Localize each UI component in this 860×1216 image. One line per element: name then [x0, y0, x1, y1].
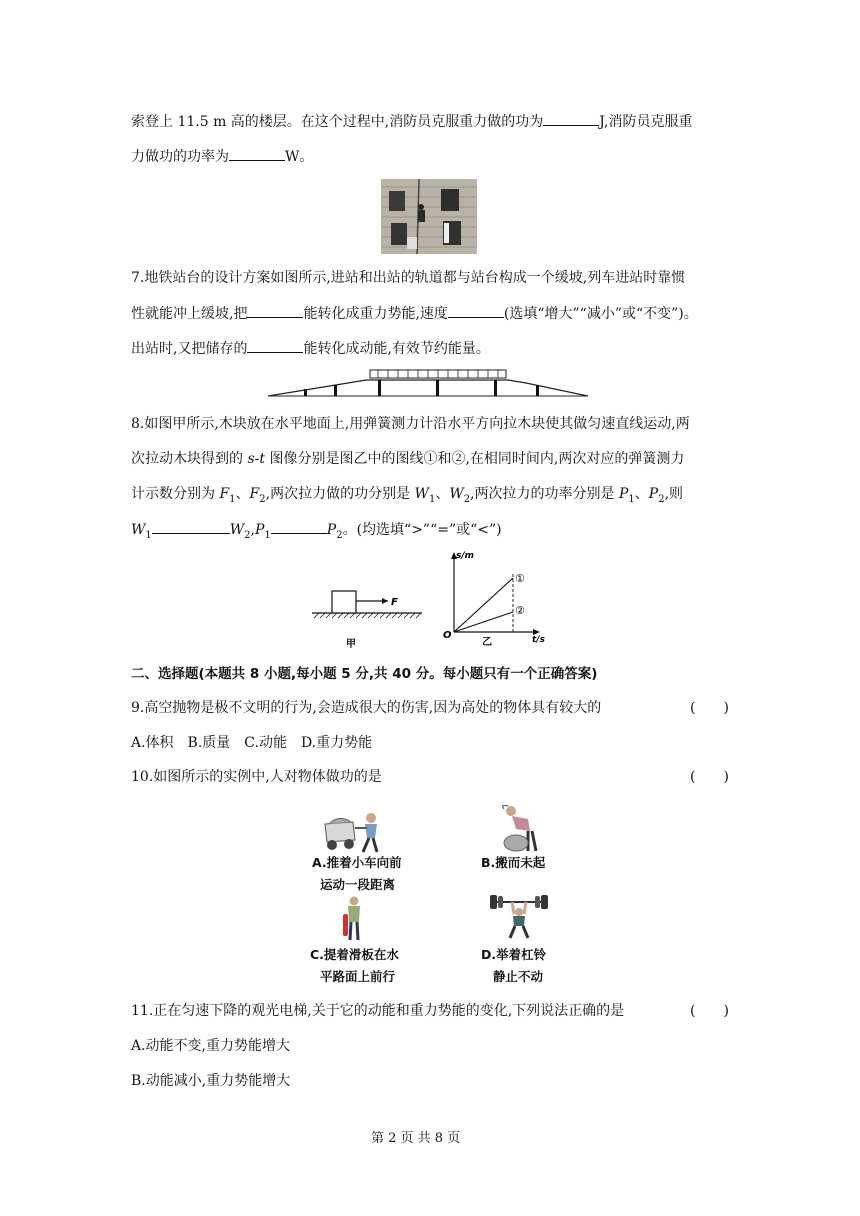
- q8-line2-a: 次拉动木块得到的: [131, 451, 248, 467]
- q8-line3-c: ,两次拉力的功率分别是: [470, 486, 619, 502]
- q8-sep3: 、: [634, 486, 649, 502]
- q6-line2-text-a: 力做功的功率为: [131, 149, 229, 165]
- q9-options: A.体积 B.质量 C.动能 D.重力势能: [131, 735, 373, 751]
- q8-p-symbol: P: [618, 486, 629, 502]
- q11-stem: 11.正在匀速下降的观光电梯,关于它的动能和重力势能的变化,下列说法正确的是: [131, 1003, 625, 1019]
- q7-line2-b: 能转化成重力势能,速度: [303, 306, 448, 322]
- q8-w2-symbol: W: [229, 522, 245, 538]
- q8-line1: 8.如图甲所示,木块放在水平地面上,用弹簧测力计沿水平方向拉木块使其做匀速直线运动,两: [131, 416, 690, 432]
- q9-stem: 9.高空抛物是极不文明的行为,会造成很大的伤害,因为高处的物体具有较大的: [131, 700, 602, 716]
- line-2: [454, 612, 513, 632]
- q8-sep2: 、: [435, 486, 450, 502]
- q8-w1-sub: 1: [145, 529, 152, 541]
- q7-line2-a: 性就能冲上缓坡,把: [131, 306, 248, 322]
- force-label: F: [391, 597, 398, 608]
- y-axis-label: s/m: [456, 551, 475, 561]
- q8-p2-symbol: P: [326, 522, 337, 538]
- q8-comma: ,: [250, 522, 255, 538]
- wooden-block: [332, 591, 356, 613]
- q8-f-sub1: 1: [229, 493, 236, 505]
- q8-line4: [131, 519, 502, 546]
- q8-w-symbol: W: [414, 486, 429, 502]
- caption-a-line1: A.推着小车向前: [312, 855, 402, 870]
- caption-left: 甲: [346, 639, 356, 648]
- caption-c-line1: C.提着滑板在水: [310, 947, 399, 962]
- q7-line3: [131, 338, 490, 359]
- q7-line3-b: 能转化成动能,有效节约能量。: [303, 341, 490, 357]
- q7-line3-a: 出站时,又把储存的: [131, 341, 248, 357]
- q8-w2-sub: 2: [244, 529, 251, 541]
- q8-p-sub1: 1: [628, 493, 635, 505]
- blank-energy-out: [247, 338, 303, 353]
- q8-st-symbol: s-t: [247, 451, 265, 467]
- q8-line3-a: 计示数分别为: [131, 486, 220, 502]
- q6-line1: [131, 111, 693, 132]
- blank-power-compare: [271, 519, 327, 534]
- q9-answer-paren: ( ): [690, 700, 729, 716]
- blank-work-compare: [152, 519, 230, 534]
- q8-line2: [131, 449, 684, 469]
- q10-stem: 10.如图所示的实例中,人对物体做功的是: [131, 769, 382, 785]
- blank-power: [229, 146, 285, 161]
- blank-speed: [448, 303, 504, 318]
- section-2-heading: 二、选择题(本题共 8 小题,每小题 5 分,共 40 分。每小题只有一个正确答案): [131, 666, 598, 682]
- q8-p1-sub: 1: [264, 529, 271, 541]
- image-push-cart: [323, 810, 385, 854]
- q8-w-sub2: 2: [463, 493, 471, 505]
- q8-w-sub1: 1: [428, 493, 436, 505]
- blank-work: [543, 111, 599, 126]
- q8-line2-b: 图像分别是图乙中的图线①和②,在相同时间内,两次对应的弹簧测力: [265, 451, 685, 467]
- caption-d-line1: D.举着杠铃: [481, 947, 547, 962]
- q8-f-sub2: 2: [259, 493, 266, 505]
- q6-line2-text-b: W。: [285, 149, 314, 165]
- q8-line3-b: ,两次拉力做的功分别是: [265, 486, 415, 502]
- origin-label: O: [443, 630, 452, 641]
- q10-answer-paren: ( ): [690, 769, 729, 785]
- q11-option-b: B.动能减小,重力势能增大: [131, 1073, 291, 1089]
- q8-f-symbol-2: F: [249, 486, 260, 502]
- q7-line2-c: (选填“增大”“减小”或“不变”)。: [503, 306, 698, 322]
- blank-energy-in: [247, 303, 303, 318]
- caption-a-line2: 运动一段距离: [320, 877, 396, 892]
- q8-sep1: 、: [235, 486, 250, 502]
- q6-line2: [131, 146, 313, 167]
- q8-f-symbol: F: [219, 486, 230, 502]
- line-2-label: ②: [515, 604, 525, 617]
- figure-8: [310, 548, 560, 648]
- q6-line1-text-a: 索登上 11.5 m 高的楼层。在这个过程中,消防员克服重力做的功为: [131, 114, 544, 130]
- q8-w-symbol-2: W: [449, 486, 464, 502]
- firefighter-building-photo: [381, 179, 477, 254]
- q8-p2-sub: 2: [336, 529, 343, 541]
- q8-p-symbol-2: P: [648, 486, 659, 502]
- page-footer: 第 2 页 共 8 页: [371, 1131, 461, 1146]
- caption-b: B.搬而未起: [481, 855, 546, 870]
- q7-line2: [131, 303, 698, 324]
- q8-line3: [131, 484, 683, 510]
- image-carry-skateboard: [342, 896, 366, 942]
- line-1: [454, 578, 513, 632]
- caption-right: 乙: [482, 637, 492, 648]
- caption-d-line2: 静止不动: [493, 969, 544, 984]
- subway-station-figure: [268, 366, 588, 400]
- q6-line1-text-b: J,消防员克服重: [599, 114, 693, 130]
- q11-answer-paren: ( ): [690, 1003, 729, 1019]
- q11-option-a: A.动能不变,重力势能增大: [131, 1038, 291, 1054]
- x-axis-label: t/s: [532, 635, 545, 645]
- q8-p-sub2: 2: [658, 493, 665, 505]
- q8-line3-d: ,则: [664, 486, 684, 502]
- q7-line1: 7.地铁站台的设计方案如图所示,进站和出站的轨道都与站台构成一个缓坡,列车进站时靠惯: [131, 270, 686, 286]
- q8-w1-symbol: W: [131, 522, 146, 538]
- image-lift-fail: [498, 805, 540, 853]
- caption-c-line2: 平路面上前行: [320, 969, 396, 984]
- q8-line4-tail: 。(均选填“>”“=”或“<”): [342, 522, 502, 538]
- line-1-label: ①: [515, 572, 525, 585]
- q8-p1-symbol: P: [254, 522, 265, 538]
- image-weightlifter: [488, 894, 550, 940]
